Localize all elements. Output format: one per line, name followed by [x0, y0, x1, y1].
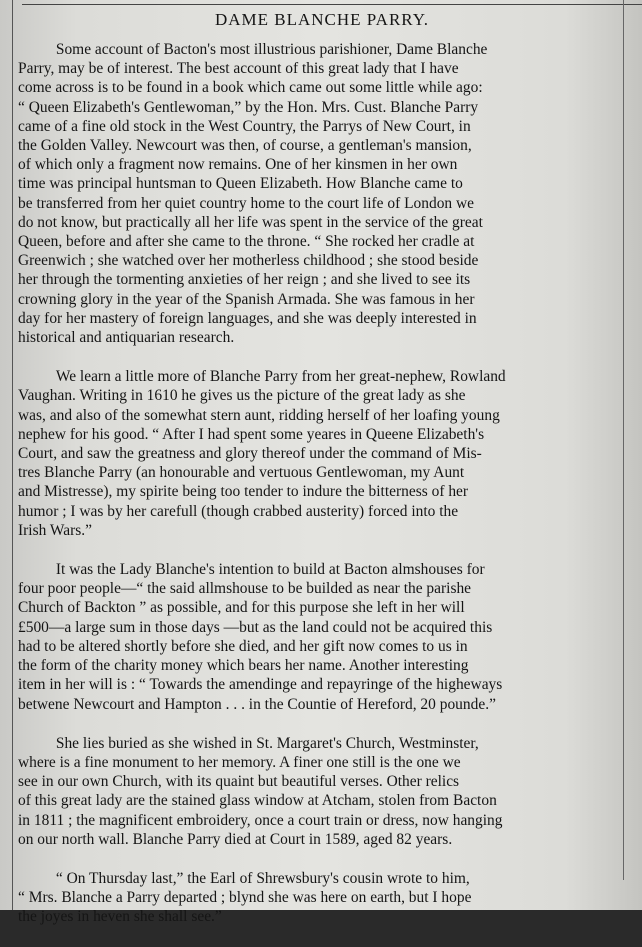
text-line: Irish Wars.” — [18, 521, 92, 539]
paragraph — [18, 40, 626, 347]
text-line: humor ; I was by her carefull (though crabbed austerity) forced into the — [18, 502, 459, 520]
paragraph — [18, 560, 626, 714]
text-line: on our north wall. Blanche Parry died at Court in 1589, aged 82 years. — [18, 830, 453, 848]
text-line: “ On Thursday last,” the Earl of Shrewsbury's cousin wrote to him, — [55, 869, 470, 887]
text-line: Vaughan. Writing in 1610 he gives us the picture of the great lady as she — [18, 387, 466, 405]
text-line: and Mistresse), my spirite being too tender to indure the bitterness of her — [18, 483, 469, 501]
paragraph — [18, 367, 626, 540]
text-line: historical and antiquarian research. — [18, 329, 235, 347]
text-line: the joyes in heven she shall see.” — [18, 908, 222, 926]
text-line: It was the Lady Blanche's intention to build at Bacton almshouses for — [55, 561, 485, 579]
text-line: be transferred from her quiet country home to the court life of London we — [18, 194, 475, 212]
article — [18, 10, 626, 947]
text-line: the form of the charity money which bears her name. Another interesting — [18, 657, 469, 675]
text-line: “ Mrs. Blanche a Parry departed ; blynd she was here on earth, but I hope — [18, 889, 472, 907]
text-line: Queen, before and after she came to the throne. “ She rocked her cradle at — [18, 233, 475, 251]
text-line: of this great lady are the stained glass window at Atcham, stolen from Bacton — [18, 792, 497, 810]
text-line: item in her will is : “ Towards the amendinge and repayringe of the higheways — [18, 676, 503, 694]
text-line: see in our own Church, with its quaint but beautiful verses. Other relics — [18, 773, 460, 791]
text-line: nephew for his good. “ After I had spent some yeares in Queene Elizabeth's — [18, 425, 485, 443]
text-line: We learn a little more of Blanche Parry from her great-nephew, Rowland — [55, 368, 506, 386]
text-line: come across is to be found in a book which came out some little while ago: — [18, 79, 483, 97]
text-line: Parry, may be of interest. The best account of this great lady that I have — [18, 60, 459, 78]
text-line: day for her mastery of foreign languages, and she was deeply interested in — [18, 309, 477, 327]
text-line: the Golden Valley. Newcourt was then, of course, a gentleman's mansion, — [18, 137, 472, 155]
text-line: her through the tormenting anxieties of her reign ; and she lived to see its — [18, 271, 471, 289]
text-line: was, and also of the somewhat stern aunt, ridding herself of her loafing young — [18, 406, 500, 424]
text-line: “ Queen Elizabeth's Gentlewoman,” by the Hon. Mrs. Cust. Blanche Parry — [18, 98, 479, 116]
text-line: Greenwich ; she watched over her motherless childhood ; she stood beside — [18, 252, 479, 270]
text-line: Some account of Bacton's most illustrious parishioner, Dame Blanche — [55, 41, 488, 58]
left-border-rule — [12, 0, 13, 910]
text-line: betwene Newcourt and Hampton . . . in the Countie of Hereford, 20 pounde.” — [18, 695, 496, 713]
text-line: crowning glory in the year of the Spanish Armada. She was famous in her — [18, 290, 475, 308]
text-line: had to be altered shortly before she died, and her gift now comes to us in — [18, 637, 468, 655]
paragraph — [18, 734, 626, 849]
text-line: do not know, but practically all her life was spent in the service of the great — [18, 213, 483, 231]
text-line: of which only a fragment now remains. One of her kinsmen in her own — [18, 156, 458, 174]
text-line: came of a fine old stock in the West Country, the Parrys of New Court, in — [18, 117, 471, 135]
article-body — [18, 40, 626, 927]
article-title: DAME BLANCHE PARRY. — [214, 10, 430, 29]
text-line: £500—a large sum in those days —but as the land could not be acquired this — [18, 618, 493, 636]
paragraph — [18, 869, 626, 927]
text-line: tres Blanche Parry (an honourable and vertuous Gentlewoman, my Aunt — [18, 464, 465, 482]
text-line: Court, and saw the greatness and glory thereof under the command of Mis- — [18, 445, 482, 463]
text-line: She lies buried as she wished in St. Margaret's Church, Westminster, — [55, 734, 479, 752]
text-line: time was principal huntsman to Queen Elizabeth. How Blanche came to — [18, 175, 463, 193]
top-border-rule — [22, 4, 642, 5]
text-line: Church of Backton ” as possible, and for this purpose she left in her will — [18, 599, 465, 617]
text-line: four poor people—“ the said allmshouse to be builded as near the parishe — [18, 580, 472, 598]
text-line: in 1811 ; the magnificent embroidery, once a court train or dress, now hanging — [18, 811, 503, 829]
text-line: where is a fine monument to her memory. A finer one still is the one we — [18, 753, 461, 771]
